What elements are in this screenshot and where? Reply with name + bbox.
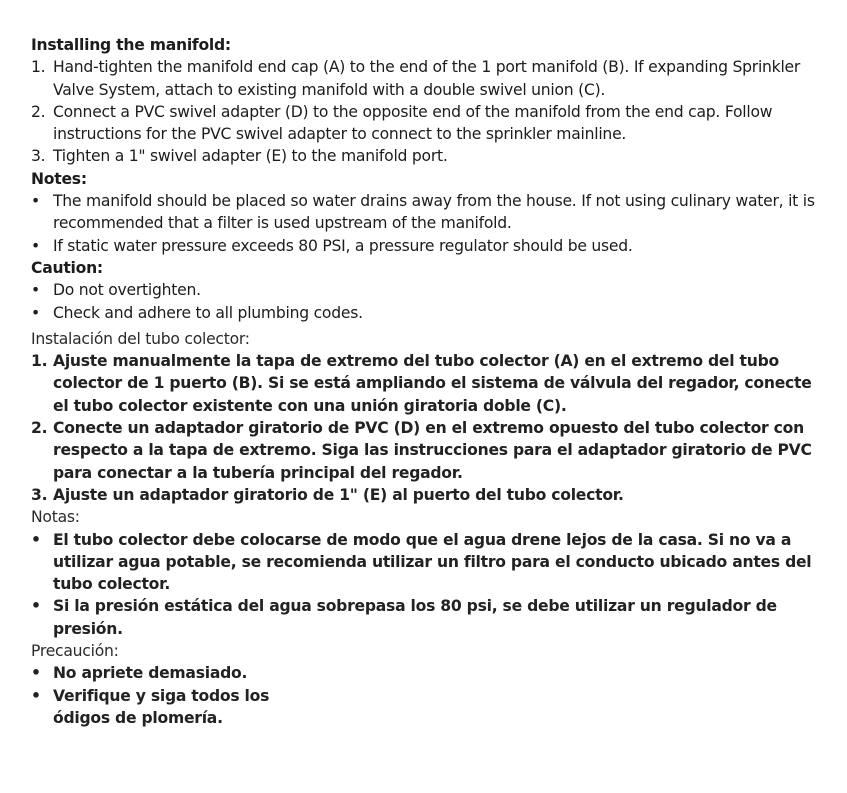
step-number: 2.	[31, 419, 48, 438]
note-2	[31, 235, 831, 257]
caution-text: No apriete demasiado.	[53, 664, 248, 683]
instructions-page	[31, 34, 831, 729]
caution-title: Caution:	[31, 258, 103, 277]
precaucion-1	[31, 662, 831, 684]
nota-1	[31, 529, 831, 596]
step-3	[31, 145, 831, 167]
caution-text: Verifique y siga todos los ódigos de plomería.	[53, 686, 270, 727]
step-number: 1.	[31, 352, 48, 371]
step-text: Ajuste manualmente la tapa de extremo del tubo colector (A) en el extremo del tubo colector de 1 puerto (B). Si se está ampliando el sistema de válvula del regador, conecte el tubo colector existente con una unión giratoria doble (C).	[53, 352, 812, 415]
step-text: Tighten a 1" swivel adapter (E) to the manifold port.	[53, 147, 448, 166]
bullet-icon: •	[31, 281, 40, 300]
precaucion-2	[31, 685, 283, 730]
precaucion-title: Precaución:	[31, 642, 119, 661]
bullet-icon: •	[31, 236, 40, 255]
step-number: 3.	[31, 147, 46, 166]
step-text: Ajuste un adaptador giratorio de 1" (E) al puerto del tubo colector.	[53, 485, 624, 504]
caution-1	[31, 279, 831, 301]
step-text: Connect a PVC swivel adapter (D) to the opposite end of the manifold from the end cap. Follow instructions for the PVC swivel adapter to connect to the sprinkler mainline.	[53, 102, 773, 144]
paso-3	[31, 484, 831, 506]
bullet-icon: •	[31, 686, 41, 705]
note-text: Si la presión estática del agua sobrepasa los 80 psi, se debe utilizar un regulador de presión.	[53, 597, 777, 638]
bullet-icon: •	[31, 303, 40, 322]
english-section	[31, 34, 831, 324]
note-text: The manifold should be placed so water drains away from the house. If not using culinary water, it is recommended that a filter is used upstream of the manifold.	[53, 192, 815, 233]
installing-title: Installing the manifold:	[31, 36, 231, 54]
step-text: Hand-tighten the manifold end cap (A) to the end of the 1 port manifold (B). If expanding Sprinkler Valve System, attach to existing manifold with a double swivel union (C).	[53, 58, 801, 99]
bullet-icon: •	[31, 597, 41, 616]
note-text: El tubo colector debe colocarse de modo que el agua drene lejos de la casa. Si no va a utilizar agua potable, se recomienda utilizar un filtro para el conducto ubicado antes del tubo colector.	[53, 530, 812, 594]
paso-2	[31, 417, 831, 484]
instalacion-title: Instalación del tubo colector:	[31, 329, 250, 348]
step-number: 2.	[31, 102, 46, 121]
note-text: If static water pressure exceeds 80 PSI, a pressure regulator should be used.	[53, 236, 633, 255]
bullet-icon: •	[31, 664, 41, 683]
caution-text: Do not overtighten.	[53, 281, 201, 300]
step-number: 1.	[31, 58, 46, 77]
caution-text: Check and adhere to all plumbing codes.	[53, 303, 363, 322]
spanish-section	[31, 328, 831, 729]
step-text: Conecte un adaptador giratorio de PVC (D) en el extremo opuesto del tubo colector con respecto a la tapa de extremo. Siga las instrucciones para el adaptador giratorio de PVC para conectar a la tubería principal del regador.	[53, 419, 812, 482]
notas-title: Notas:	[31, 508, 80, 527]
bullet-icon: •	[31, 192, 40, 211]
note-1	[31, 190, 831, 235]
nota-2	[31, 595, 831, 640]
notes-title: Notes:	[31, 169, 87, 188]
paso-1	[31, 350, 831, 417]
step-2	[31, 101, 831, 146]
bullet-icon: •	[31, 530, 41, 549]
step-1	[31, 56, 831, 101]
caution-2	[31, 302, 831, 324]
step-number: 3.	[31, 485, 48, 504]
